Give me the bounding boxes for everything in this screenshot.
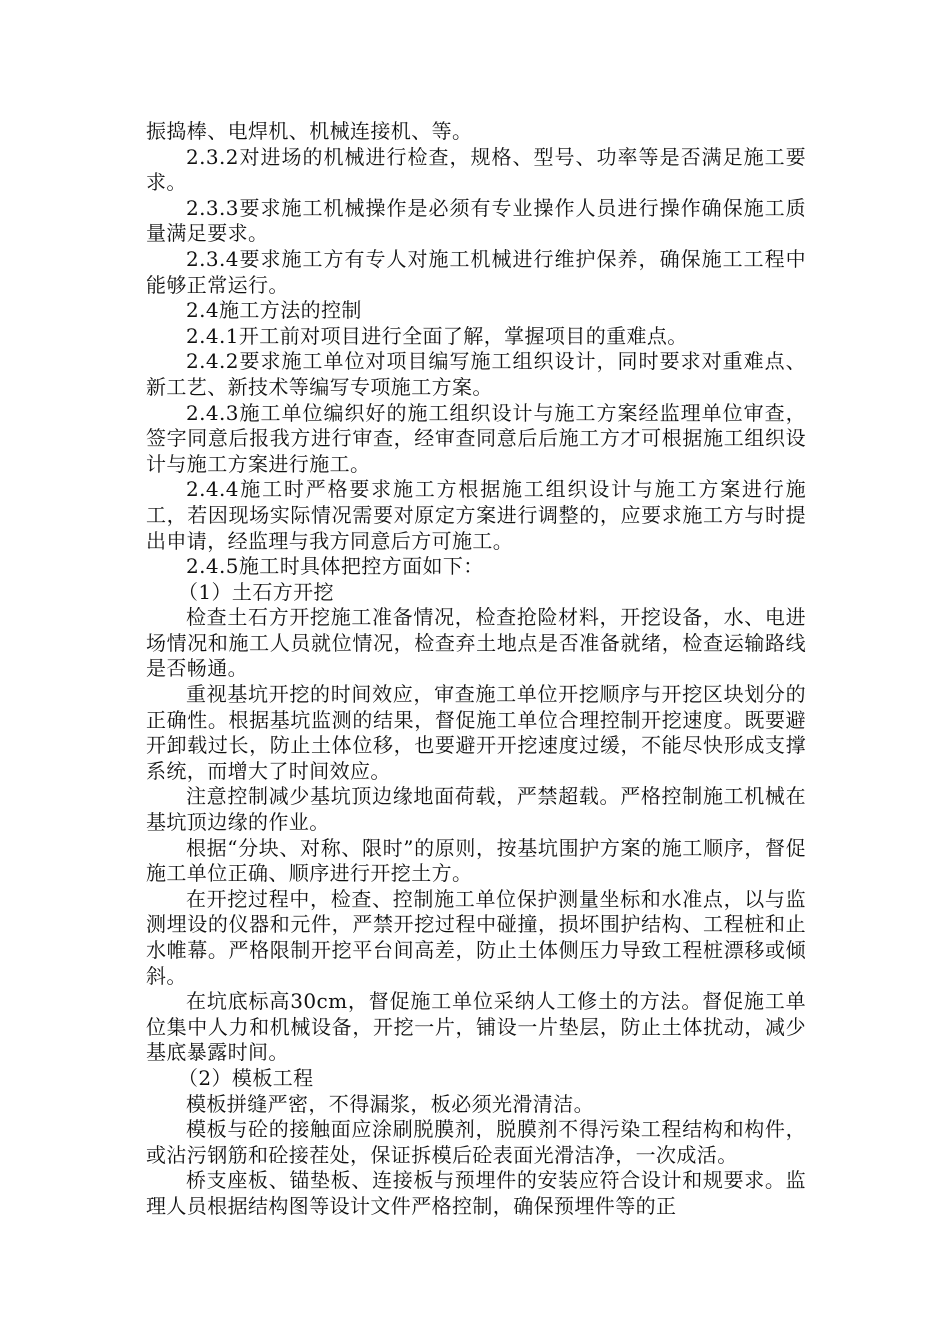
paragraph: 2.4.4施工时严格要求施工方根据施工组织设计与施工方案进行施工，若因现场实际情况需要对原定方案进行调整的，应要求施工方与时提出申请，经监理与我方同意后方可施工。 <box>146 477 806 553</box>
paragraph: 2.3.3要求施工机械操作是必须有专业操作人员进行操作确保施工质量满足要求。 <box>146 195 806 246</box>
paragraph: 在坑底标高30cm，督促施工单位采纳人工修土的方法。督促施工单位集中人力和机械设备，开挖一片，铺设一片垫层，防止土体扰动，减少基底暴露时间。 <box>146 989 806 1065</box>
document-body <box>146 119 806 1220</box>
paragraph: 检查土石方开挖施工准备情况，检查抢险材料，开挖设备，水、电进场情况和施工人员就位情况，检查弃土地点是否准备就绪，检查运输路线是否畅通。 <box>146 605 806 681</box>
paragraph: 2.4.5施工时具体把控方面如下： <box>186 554 484 579</box>
paragraph: 在开挖过程中，检查、控制施工单位保护测量坐标和水准点，以与监测埋设的仪器和元件，严禁开挖过程中碰撞，损坏围护结构、工程桩和止水帷幕。严格限制开挖平台间高差，防止土体侧压力导致工程桩漂移或倾斜。 <box>146 886 806 988</box>
paragraph: 注意控制减少基坑顶边缘地面荷载，严禁超载。严格控制施工机械在基坑顶边缘的作业。 <box>146 784 806 835</box>
paragraph: 振捣棒、电焊机、机械连接机、等。 <box>146 119 473 143</box>
subsection-heading: （2）模板工程 <box>178 1065 314 1090</box>
paragraph: 2.3.2对进场的机械进行检查，规格、型号、功率等是否满足施工要求。 <box>146 144 806 195</box>
subsection-heading: （1）土石方开挖 <box>178 579 334 604</box>
paragraph: 根据“分块、对称、限时”的原则，按基坑围护方案的施工顺序，督促施工单位正确、顺序进行开挖土方。 <box>146 835 806 886</box>
paragraph: 2.4.2要求施工单位对项目编写施工组织设计，同时要求对重难点、新工艺、新技术等编写专项施工方案。 <box>146 349 806 399</box>
paragraph: 2.4.3施工单位编织好的施工组织设计与施工方案经监理单位审查，签字同意后报我方进行审查，经审查同意后后施工方才可根据施工组织设计与施工方案进行施工。 <box>146 400 806 476</box>
paragraph: 模板拼缝严密，不得漏浆，板必须光滑清洁。 <box>186 1091 594 1116</box>
paragraph: 桥支座板、锚垫板、连接板与预埋件的安装应符合设计和规要求。监理人员根据结构图等设计文件严格控制，确保预埋件等的正 <box>146 1168 806 1218</box>
paragraph: 重视基坑开挖的时间效应，审查施工单位开挖顺序与开挖区块划分的正确性。根据基坑监测的结果，督促施工单位合理控制开挖速度。既要避开卸载过长，防止土体位移，也要避开开挖速度过缓，不能尽快形成支撑系统，而增大了时间效应。 <box>146 682 806 783</box>
section-heading: 2.4施工方法的控制 <box>186 298 362 323</box>
paragraph: 模板与砼的接触面应涂刷脱膜剂，脱膜剂不得污染工程结构和构件，或沾污钢筋和砼接茬处，保证拆模后砼表面光滑洁净，一次成活。 <box>146 1117 806 1167</box>
paragraph: 2.3.4要求施工方有专人对施工机械进行维护保养，确保施工工程中能够正常运行。 <box>146 246 806 297</box>
paragraph: 2.4.1开工前对项目进行全面了解，掌握项目的重难点。 <box>186 323 688 348</box>
